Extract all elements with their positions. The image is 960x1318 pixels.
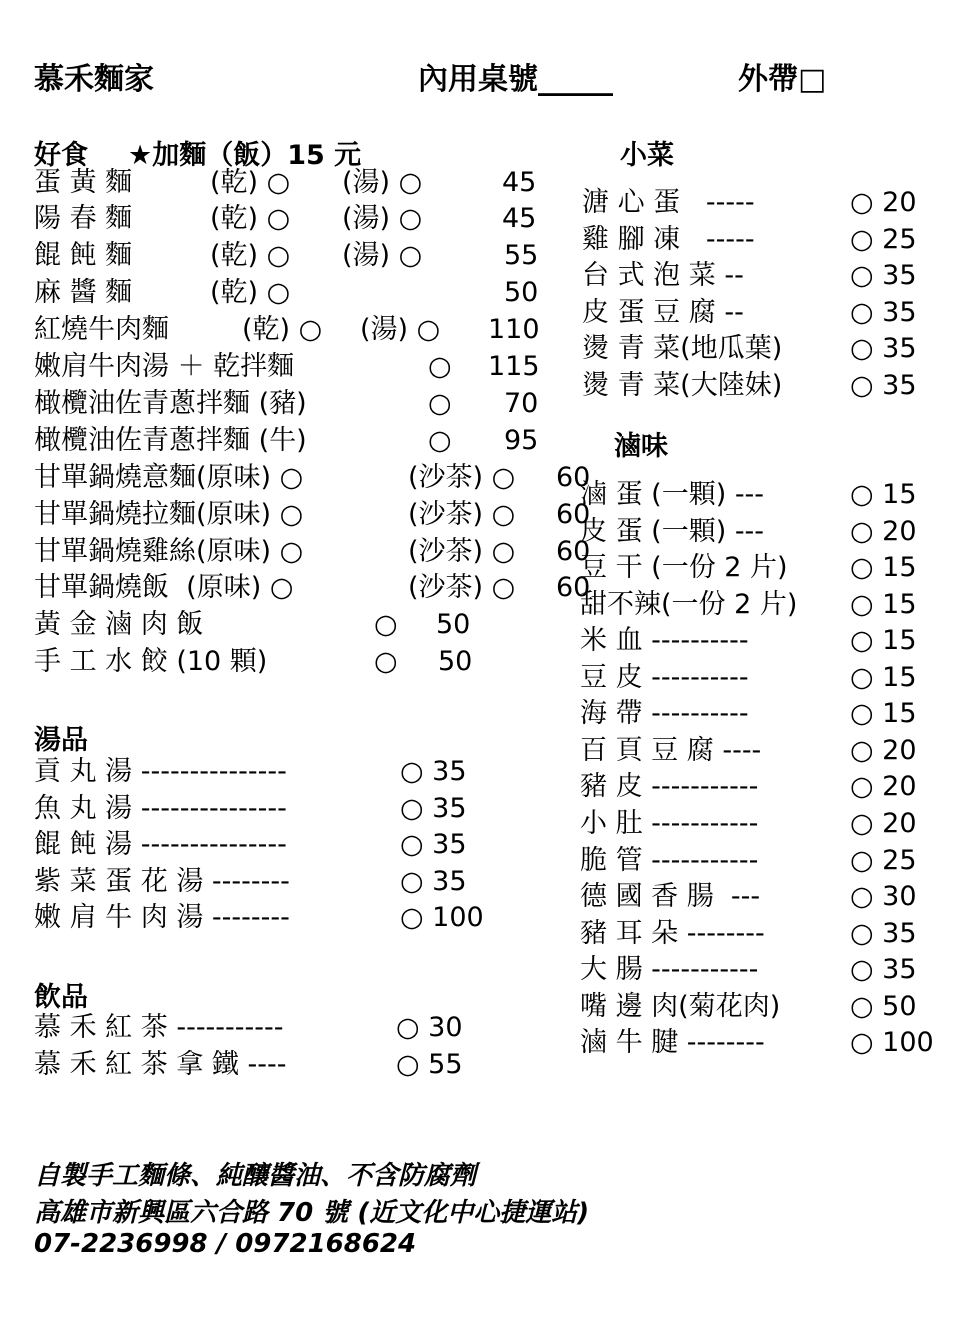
menu-item-price: ○ 20 bbox=[850, 807, 917, 839]
menu-row bbox=[34, 165, 594, 201]
menu-item-price: ○ 35 bbox=[850, 333, 917, 365]
menu-item-price: ○ 55 bbox=[396, 1048, 463, 1080]
menu-row bbox=[34, 864, 514, 900]
menu-item-price: ○ 35 bbox=[850, 917, 917, 949]
menu-item-option-soup: (湯) ○ bbox=[360, 314, 441, 345]
menu-item-price: 60 bbox=[556, 536, 591, 567]
main-section-title: 好食 bbox=[34, 140, 88, 171]
menu-item-name: 海 帶 ---------- bbox=[580, 698, 749, 730]
menu-item-option-soup: ○ bbox=[428, 425, 452, 456]
menu-row bbox=[582, 185, 952, 221]
menu-row bbox=[580, 989, 950, 1025]
menu-item-price: ○ 100 bbox=[400, 902, 484, 934]
extra-noodle-note: ★加麵（飯）15 元 bbox=[128, 140, 362, 171]
menu-row bbox=[580, 477, 950, 513]
menu-item-price: 110 bbox=[488, 314, 540, 345]
menu-item-price: ○ 20 bbox=[850, 515, 917, 547]
menu-item-price: 60 bbox=[556, 572, 591, 603]
menu-item-price: ○ 15 bbox=[850, 479, 917, 510]
menu-item-price: ○ 100 bbox=[850, 1027, 934, 1059]
menu-row bbox=[34, 570, 594, 606]
menu-item-name: 燙 青 菜(大陸妹) bbox=[582, 370, 783, 401]
menu-item-option-dry: (乾) ○ bbox=[210, 277, 291, 308]
menu-item-name: 豆 皮 ---------- bbox=[580, 661, 749, 693]
menu-row bbox=[34, 312, 594, 348]
menu-item-option-soup: (沙茶) ○ bbox=[408, 462, 516, 493]
menu-item-option-soup: (沙茶) ○ bbox=[408, 499, 516, 530]
menu-item-price: ○ 20 bbox=[850, 771, 917, 803]
footer-phone: 07-2236998 / 0972168624 bbox=[34, 1229, 417, 1259]
menu-item-name: 蛋 黃 麵 bbox=[34, 167, 133, 198]
menu-item-name: 嫩肩牛肉湯 ＋ 乾拌麵 bbox=[34, 351, 295, 382]
side-section-title: 小菜 bbox=[620, 140, 674, 171]
menu-row bbox=[34, 827, 514, 863]
menu-item-price: ○ 15 bbox=[850, 698, 917, 730]
menu-item-name: 脆 管 ----------- bbox=[580, 844, 759, 876]
menu-row bbox=[582, 295, 952, 331]
menu-item-name: 皮 蛋 豆 腐 -- bbox=[582, 296, 744, 328]
menu-item-name: 貢 丸 湯 --------------- bbox=[34, 756, 287, 787]
menu-item-name: 豬 皮 ----------- bbox=[580, 771, 759, 803]
menu-item-name: 黃 金 滷 肉 飯 bbox=[34, 609, 204, 640]
menu-row bbox=[34, 386, 594, 422]
menu-item-price: ○ 35 bbox=[400, 829, 467, 861]
menu-row bbox=[582, 258, 952, 294]
menu-item-name: 米 血 ---------- bbox=[580, 625, 749, 657]
menu-item-price: ○ 30 bbox=[396, 1012, 463, 1043]
menu-row bbox=[580, 843, 950, 879]
menu-row bbox=[580, 916, 950, 952]
menu-row bbox=[580, 806, 950, 842]
menu-item-name: 橄欖油佐青蔥拌麵 (豬) bbox=[34, 388, 307, 419]
menu-item-option-soup: (湯) ○ bbox=[342, 240, 423, 271]
menu-item-option-dry: (乾) ○ bbox=[210, 203, 291, 234]
footer-address: 高雄市新興區六合路 70 號 (近文化中心捷運站) bbox=[34, 1198, 590, 1228]
menu-item-price: 55 bbox=[504, 240, 539, 271]
menu-row bbox=[580, 952, 950, 988]
menu-item-price: ○ 15 bbox=[850, 588, 917, 620]
menu-item-name: 皮 蛋 (一顆) --- bbox=[580, 515, 765, 547]
menu-row bbox=[580, 1025, 950, 1061]
menu-item-name: 慕 禾 紅 茶 ----------- bbox=[34, 1012, 284, 1043]
menu-item-price: 95 bbox=[504, 425, 539, 456]
soup-section-title: 湯品 bbox=[34, 725, 88, 756]
drink-section-title: 飲品 bbox=[34, 982, 88, 1013]
menu-row bbox=[34, 201, 594, 237]
menu-item-name: 滷 蛋 (一顆) --- bbox=[580, 479, 765, 510]
menu-row bbox=[34, 497, 594, 533]
menu-row bbox=[34, 791, 514, 827]
menu-item-name: 溏 心 蛋 ----- bbox=[582, 187, 755, 218]
menu-item-name: 紅燒牛肉麵 bbox=[34, 314, 169, 345]
menu-item-name: 慕 禾 紅 茶 拿 鐵 ---- bbox=[34, 1048, 287, 1080]
menu-item-name: 餛 飩 麵 bbox=[34, 240, 133, 271]
menu-item-name: 手 工 水 餃 (10 顆) bbox=[34, 646, 268, 677]
menu-row bbox=[582, 222, 952, 258]
menu-row bbox=[34, 275, 594, 311]
menu-item-option-dry: ○ bbox=[374, 609, 398, 640]
shop-name: 慕禾麵家 bbox=[34, 62, 154, 97]
menu-row bbox=[580, 769, 950, 805]
menu-item-price: ○ 30 bbox=[850, 881, 917, 913]
menu-row bbox=[34, 1010, 514, 1046]
menu-item-price: ○ 35 bbox=[850, 370, 917, 401]
menu-item-name: 橄欖油佐青蔥拌麵 (牛) bbox=[34, 425, 307, 456]
menu-row bbox=[34, 1047, 514, 1083]
menu-item-price: ○ 35 bbox=[850, 260, 917, 292]
menu-item-price: 60 bbox=[556, 462, 591, 493]
menu-row bbox=[580, 623, 950, 659]
menu-item-price: 70 bbox=[504, 388, 539, 419]
menu-row bbox=[580, 879, 950, 915]
menu-item-name: 麻 醬 麵 bbox=[34, 277, 133, 308]
menu-item-name: 豬 耳 朵 -------- bbox=[580, 917, 765, 949]
menu-item-price: ○ 50 bbox=[850, 990, 917, 1022]
menu-item-option-soup: (湯) ○ bbox=[342, 203, 423, 234]
menu-item-name: 嫩 肩 牛 肉 湯 -------- bbox=[34, 902, 290, 934]
menu-row bbox=[580, 514, 950, 550]
menu-row bbox=[582, 331, 952, 367]
menu-item-price: ○ 35 bbox=[850, 954, 917, 986]
menu-row bbox=[34, 534, 594, 570]
menu-item-name: 餛 飩 湯 --------------- bbox=[34, 829, 287, 861]
menu-item-price: ○ 35 bbox=[400, 865, 467, 897]
menu-item-price: ○ 15 bbox=[850, 552, 917, 584]
menu-item-option-dry: ○ bbox=[374, 646, 398, 677]
menu-row bbox=[34, 423, 594, 459]
menu-item-price: ○ 25 bbox=[850, 844, 917, 876]
menu-item-price: 50 bbox=[504, 277, 539, 308]
menu-item-name: 雞 腳 凍 ----- bbox=[582, 223, 755, 255]
menu-item-option-soup: (沙茶) ○ bbox=[408, 536, 516, 567]
menu-item-name: 甜不辣(一份 2 片) bbox=[580, 588, 798, 620]
menu-row bbox=[34, 644, 594, 680]
menu-item-price: ○ 15 bbox=[850, 625, 917, 657]
menu-item-name: 豆 干 (一份 2 片) bbox=[580, 552, 788, 584]
menu-item-name: 德 國 香 腸 --- bbox=[580, 881, 761, 913]
menu-item-price: ○ 35 bbox=[850, 296, 917, 328]
menu-item-option-soup: (湯) ○ bbox=[342, 167, 423, 198]
menu-item-name: 甘單鍋燒飯 (原味) ○ bbox=[34, 572, 294, 603]
menu-item-price: 115 bbox=[488, 351, 540, 382]
menu-row bbox=[580, 660, 950, 696]
menu-row bbox=[34, 349, 594, 385]
menu-row bbox=[580, 696, 950, 732]
menu-item-price: 50 bbox=[438, 646, 473, 677]
menu-item-price: 45 bbox=[502, 167, 537, 198]
dine-in-table-number: 內用桌號_____ bbox=[418, 62, 613, 97]
menu-item-name: 嘴 邊 肉(菊花肉) bbox=[580, 990, 781, 1022]
menu-item-name: 甘單鍋燒雞絲(原味) ○ bbox=[34, 536, 304, 567]
menu-item-name: 甘單鍋燒拉麵(原味) ○ bbox=[34, 499, 304, 530]
menu-item-price: 50 bbox=[436, 609, 471, 640]
menu-item-price: ○ 20 bbox=[850, 734, 917, 766]
menu-item-price: 45 bbox=[502, 203, 537, 234]
menu-item-price: ○ 35 bbox=[400, 792, 467, 824]
menu-row bbox=[34, 754, 514, 790]
menu-item-option-soup: ○ bbox=[428, 388, 452, 419]
menu-row bbox=[34, 460, 594, 496]
menu-row bbox=[580, 587, 950, 623]
menu-item-option-soup: ○ bbox=[428, 351, 452, 382]
braised-section-title: 滷味 bbox=[614, 431, 668, 462]
menu-item-name: 甘單鍋燒意麵(原味) ○ bbox=[34, 462, 304, 493]
menu-item-option-dry: (乾) ○ bbox=[242, 314, 323, 345]
menu-row bbox=[580, 550, 950, 586]
menu-row bbox=[34, 900, 514, 936]
menu-item-price: ○ 35 bbox=[400, 756, 467, 787]
menu-item-option-dry: (乾) ○ bbox=[210, 240, 291, 271]
menu-item-name: 魚 丸 湯 --------------- bbox=[34, 792, 287, 824]
menu-item-name: 燙 青 菜(地瓜葉) bbox=[582, 333, 783, 365]
menu-item-option-dry: (乾) ○ bbox=[210, 167, 291, 198]
menu-item-name: 陽 春 麵 bbox=[34, 203, 133, 234]
menu-item-name: 大 腸 ----------- bbox=[580, 954, 759, 986]
menu-item-name: 小 肚 ----------- bbox=[580, 807, 759, 839]
menu-item-option-soup: (沙茶) ○ bbox=[408, 572, 516, 603]
menu-item-price: 60 bbox=[556, 499, 591, 530]
menu-item-price: ○ 25 bbox=[850, 223, 917, 255]
menu-item-name: 滷 牛 腱 -------- bbox=[580, 1027, 765, 1059]
menu-item-name: 百 頁 豆 腐 ---- bbox=[580, 734, 762, 766]
menu-item-price: ○ 20 bbox=[850, 187, 917, 218]
menu-row bbox=[34, 607, 594, 643]
takeout-checkbox: 外帶□ bbox=[738, 62, 827, 97]
menu-row bbox=[34, 238, 594, 274]
menu-item-name: 台 式 泡 菜 -- bbox=[582, 260, 744, 292]
menu-item-price: ○ 15 bbox=[850, 661, 917, 693]
footer-tagline: 自製手工麵條、純釀醬油、不含防腐劑 bbox=[34, 1161, 477, 1191]
menu-row bbox=[580, 733, 950, 769]
menu-row bbox=[582, 368, 952, 404]
menu-item-name: 紫 菜 蛋 花 湯 -------- bbox=[34, 865, 290, 897]
